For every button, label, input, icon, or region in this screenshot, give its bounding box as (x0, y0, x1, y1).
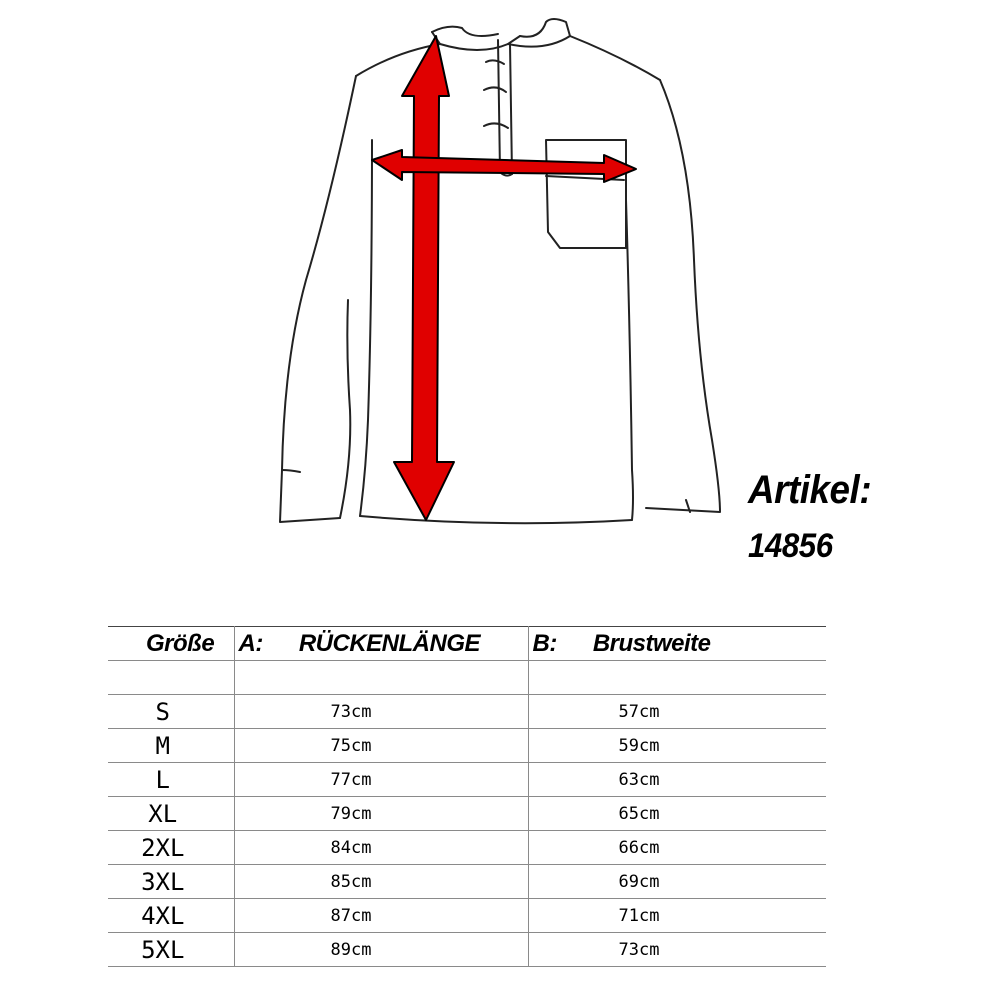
size-cell: L (108, 763, 234, 797)
size-cell: 4XL (108, 899, 234, 933)
table-row (108, 763, 826, 797)
size-cell: 5XL (108, 933, 234, 967)
size-cell: S (108, 695, 234, 729)
artikel-number: 14856 (748, 527, 833, 565)
width-arrow-icon (372, 150, 636, 182)
shirt-outline (280, 19, 720, 523)
size-cell: M (108, 729, 234, 763)
back-length-cell: 79cm (234, 797, 528, 831)
measurement-arrows (372, 36, 636, 520)
size-table (108, 626, 826, 967)
header-a-prefix: A: (238, 629, 263, 657)
table-row (108, 695, 826, 729)
size-cell: 2XL (108, 831, 234, 865)
chest-width-cell: 71cm (528, 899, 826, 933)
spacer-cell (528, 661, 826, 695)
header-chest-width (528, 627, 826, 661)
chest-width-cell: 57cm (528, 695, 826, 729)
chest-width-cell: 66cm (528, 831, 826, 865)
table-row (108, 865, 826, 899)
header-back-length (234, 627, 528, 661)
chest-width-cell: 65cm (528, 797, 826, 831)
table-row (108, 899, 826, 933)
table-row (108, 831, 826, 865)
header-size: Größe (108, 627, 234, 661)
back-length-cell: 73cm (234, 695, 528, 729)
chest-width-cell: 73cm (528, 933, 826, 967)
size-cell: 3XL (108, 865, 234, 899)
back-length-cell: 75cm (234, 729, 528, 763)
size-cell: XL (108, 797, 234, 831)
table-row (108, 797, 826, 831)
back-length-cell: 89cm (234, 933, 528, 967)
spacer-cell (108, 661, 234, 695)
chest-width-cell: 59cm (528, 729, 826, 763)
back-length-cell: 84cm (234, 831, 528, 865)
spacer-cell (234, 661, 528, 695)
table-header-row (108, 627, 826, 661)
table-row (108, 933, 826, 967)
header-b-label: Brustweite (592, 629, 711, 657)
chest-width-cell: 69cm (528, 865, 826, 899)
artikel-label: Artikel: (748, 468, 872, 512)
table-spacer-row (108, 661, 826, 695)
header-b-prefix: B: (532, 629, 557, 657)
table-row (108, 729, 826, 763)
back-length-cell: 87cm (234, 899, 528, 933)
chest-width-cell: 63cm (528, 763, 826, 797)
back-length-cell: 85cm (234, 865, 528, 899)
back-length-cell: 77cm (234, 763, 528, 797)
length-arrow-icon (394, 36, 454, 520)
header-a-label: RÜCKENLÄNGE (298, 629, 480, 657)
